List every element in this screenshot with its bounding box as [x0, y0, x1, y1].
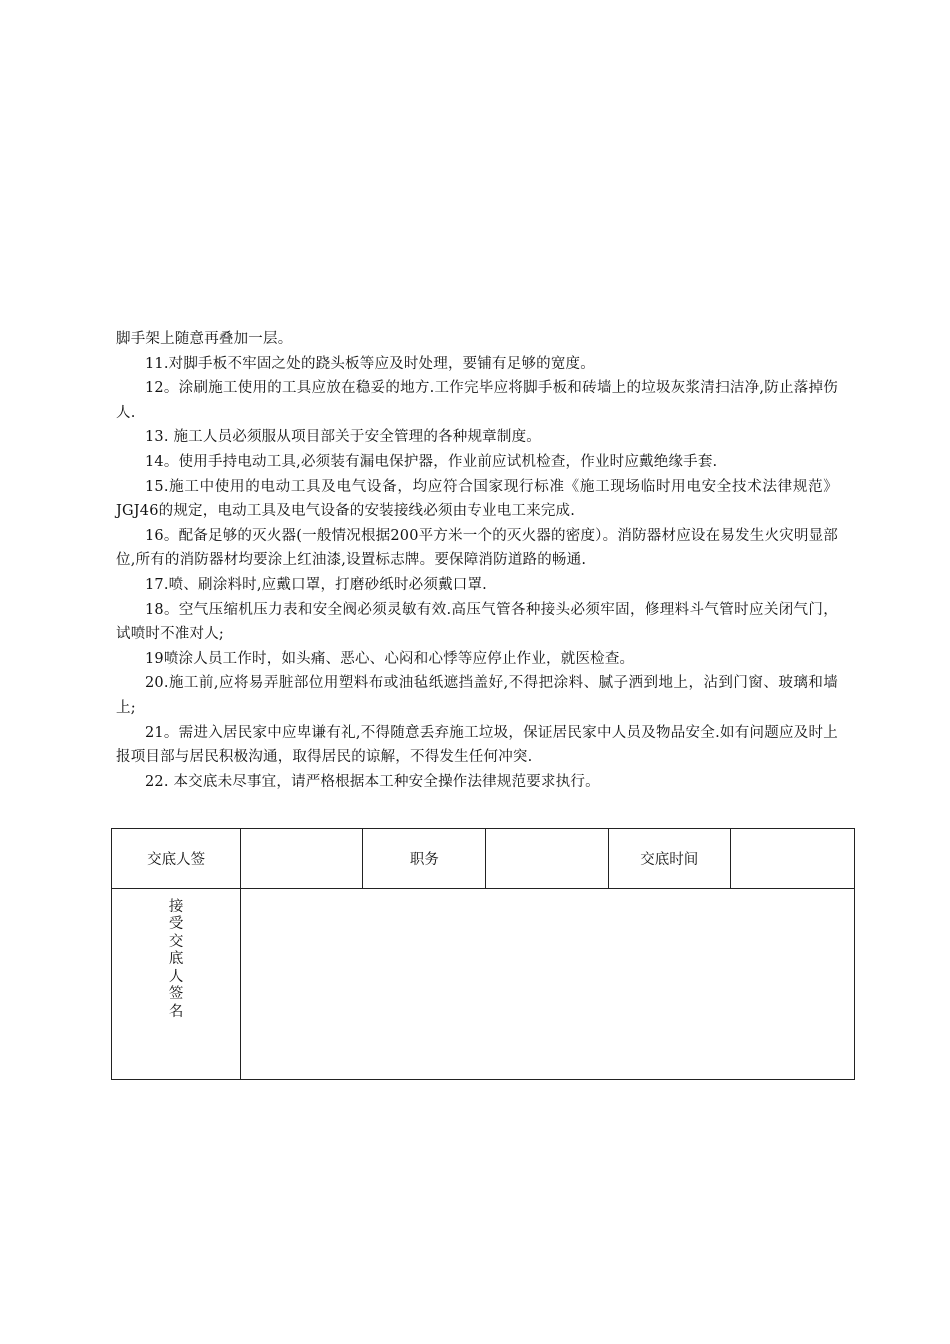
receiver-signature-label: 接受交底人签名 [168, 898, 184, 1020]
paragraph-continuation: 脚手架上随意再叠加一层。 [116, 331, 293, 347]
receiver-signature-field[interactable] [241, 889, 855, 1080]
paragraph-item-20: 20.施工前,应将易弄脏部位用塑料布或油毡纸遮挡盖好,不得把涂料、腻子洒到地上，沾到门窗、玻璃和墙上; [116, 675, 838, 716]
signature-table-header-row [112, 829, 855, 889]
paragraph-item-13: 13. 施工人员必须服从项目部关于安全管理的各种规章制度。 [145, 429, 541, 446]
position-field[interactable] [486, 829, 608, 889]
disclosure-time-field[interactable] [730, 829, 854, 889]
paragraph-item-12: 12。涂刷施工使用的工具应放在稳妥的地方.工作完毕应将脚手板和砖墙上的垃圾灰浆清扫洁净,防止落掉伤人. [116, 380, 838, 421]
receiver-label-cell [112, 889, 241, 1080]
paragraph-item-19: 19喷涂人员工作时，如头痛、恶心、心闷和心悸等应停止作业，就医检查。 [145, 650, 635, 667]
signature-table-receiver-row [112, 889, 855, 1080]
signature-table [111, 828, 855, 1080]
paragraph-item-17: 17.喷、刷涂料时,应戴口罩，打磨砂纸时必须戴口罩. [145, 576, 487, 593]
paragraph-item-11: 11.对脚手板不牢固之处的跷头板等应及时处理，要铺有足够的宽度。 [145, 355, 595, 372]
paragraph-item-15: 15.施工中使用的电动工具及电气设备，均应符合国家现行标准《施工现场临时用电安全技术法律规范》JGJ46的规定，电动工具及电气设备的安装接线必须由专业电工来完成. [116, 478, 838, 520]
discloser-signature-field[interactable] [241, 829, 363, 889]
paragraph-item-22: 22. 本交底未尽事宜，请严格根据本工种安全操作法律规范要求执行。 [145, 773, 600, 790]
paragraph-item-18: 18。空气压缩机压力表和安全阀必须灵敏有效.高压气管各种接头必须牢固，修理料斗气管时应关闭气门，试喷时不准对人; [116, 601, 838, 643]
position-label: 职务 [363, 829, 486, 889]
paragraph-item-21: 21。需进入居民家中应卑谦有礼,不得随意丢弃施工垃圾，保证居民家中人员及物品安全.如有问题应及时上报项目部与居民积极沟通，取得居民的谅解，不得发生任何冲突. [116, 724, 838, 766]
safety-instructions-body [116, 327, 838, 794]
discloser-label: 交底人签 [112, 829, 241, 889]
paragraph-item-16: 16。配备足够的灭火器(一般情况根据200平方米一个的灭火器的密度）。消防器材应设在易发生火灾明显部位,所有的消防器材均要涂上红油漆,设置标志牌。要保障消防道路的畅通. [116, 527, 838, 569]
disclosure-time-label: 交底时间 [608, 829, 730, 889]
paragraph-item-14: 14。使用手持电动工具,必须装有漏电保护器，作业前应试机检查，作业时应戴绝缘手套. [145, 453, 718, 470]
